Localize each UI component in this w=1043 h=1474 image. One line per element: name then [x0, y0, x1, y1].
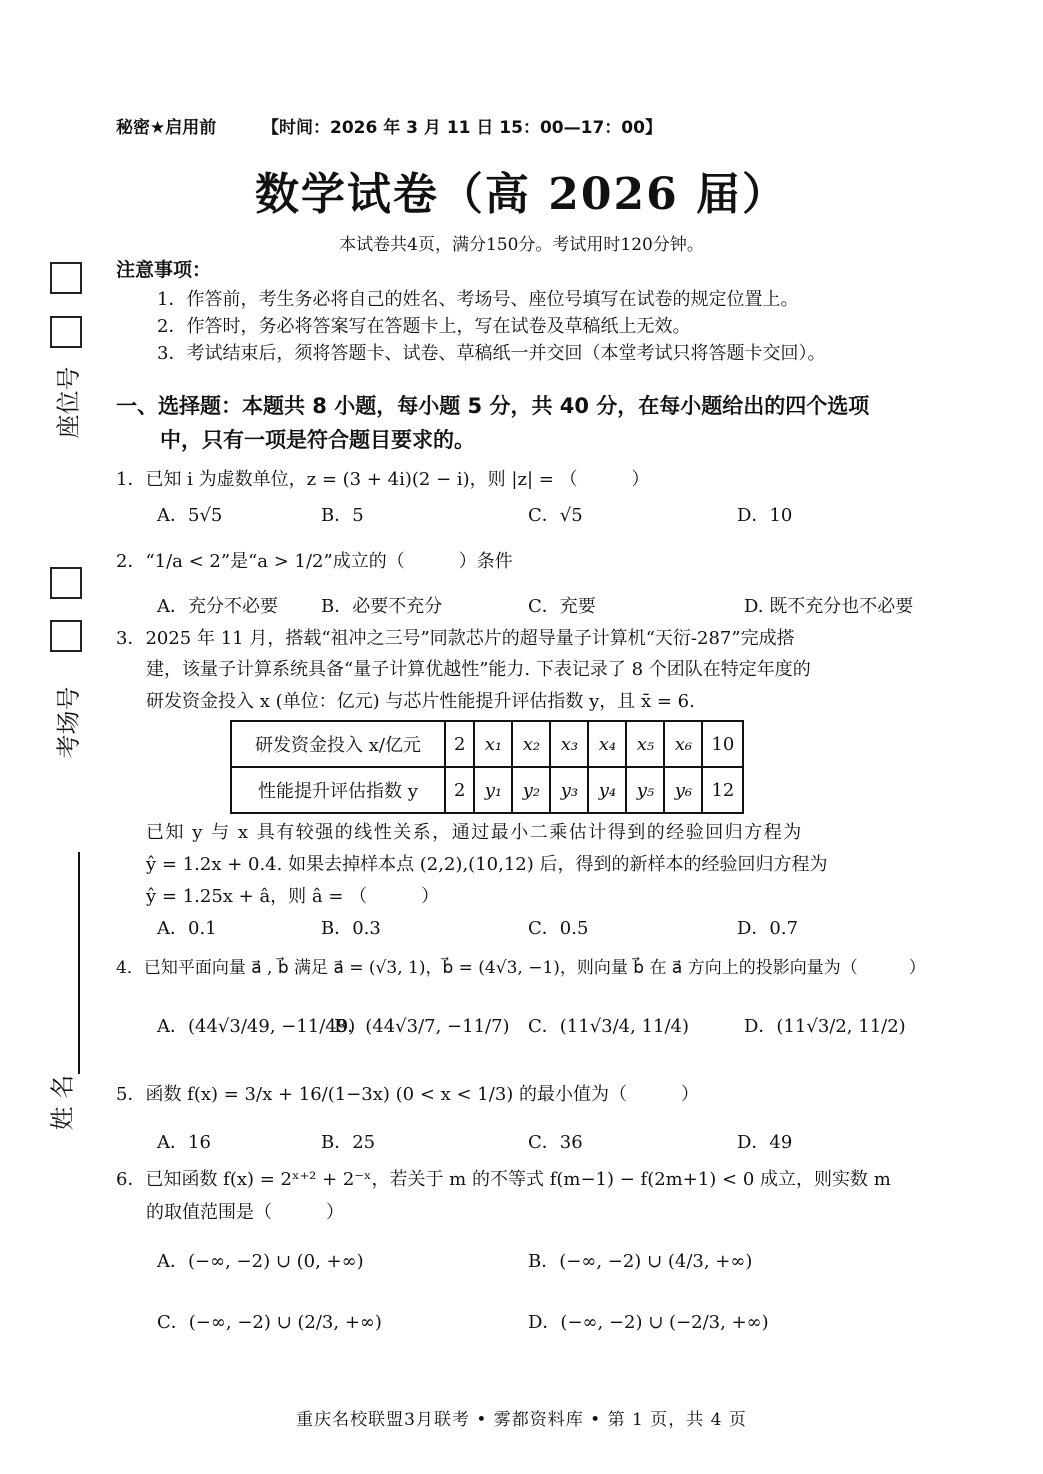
table-cell: y₂ [512, 767, 550, 813]
q3-line: 研发资金投入 x (单位：亿元) 与芯片性能提升评估指数 y，且 x̄ = 6. [146, 691, 695, 712]
table-cell: 研发资金投入 x/亿元 [231, 721, 445, 767]
q5-option-d: D．49 [737, 1132, 793, 1153]
q6-line: 的取值范围是（ ） [146, 1202, 344, 1223]
q4-stem: 4．已知平面向量 a⃗ , b⃗ 满足 a⃗ = (√3, 1)，b⃗ = (4√3, −1)，则向量 b⃗ 在 a⃗ 方向上的投影向量为（ ） [116, 958, 926, 978]
seat-number-label: 座位号 [54, 366, 83, 439]
page-footer: 重庆名校联盟3月联考 • 雾都资料库 • 第 1 页，共 4 页 [296, 1410, 747, 1430]
q6-option-b: B．(−∞, −2) ∪ (4/3, +∞) [528, 1251, 753, 1272]
table-cell: x₅ [626, 721, 664, 767]
q2-option-a: A．充分不必要 [157, 596, 278, 617]
q4-option-b: B．(44√3/7, −11/7) [334, 1016, 510, 1037]
q1-option-c: C．√5 [528, 505, 583, 526]
q5-option-a: A．16 [157, 1132, 211, 1153]
q3-line: 建，该量子计算系统具备“量子计算优越性”能力. 下表记录了 8 个团队在特定年度的 [146, 659, 811, 680]
q3-option-c: C．0.5 [528, 918, 589, 939]
table-cell: 10 [702, 721, 743, 767]
table-cell: y₁ [474, 767, 512, 813]
q3-option-d: D．0.7 [737, 918, 799, 939]
table-row [231, 721, 743, 767]
q1-option-b: B．5 [321, 505, 364, 526]
q3-option-b: B．0.3 [321, 918, 381, 939]
q6-line: 6．已知函数 f(x) = 2ˣ⁺² + 2⁻ˣ，若关于 m 的不等式 f(m−1) − f(2m+1) < 0 成立，则实数 m [116, 1169, 891, 1190]
q6-option-a: A．(−∞, −2) ∪ (0, +∞) [157, 1251, 364, 1272]
table-cell: y₄ [588, 767, 626, 813]
q2-option-d: D. 既不充分也不必要 [744, 596, 914, 617]
seat-box-2 [50, 316, 82, 348]
data-table [230, 720, 744, 814]
q5-option-c: C．36 [528, 1132, 583, 1153]
q3-line: ŷ = 1.2x + 0.4. 如果去掉样本点 (2,2),(10,12) 后，得到的新样本的经验回归方程为 [146, 854, 828, 875]
seat-box-1 [50, 262, 82, 294]
confidential-label: 秘密★启用前 [116, 118, 217, 138]
q2-option-c: C．充要 [528, 596, 596, 617]
q3-line: 已知 y 与 x 具有较强的线性关系，通过最小二乘估计得到的经验回归方程为 [146, 822, 803, 843]
table-cell: x₁ [474, 721, 512, 767]
q5-option-b: B．25 [321, 1132, 376, 1153]
exam-time: 【时间：2026 年 3 月 11 日 15：00—17：00】 [262, 118, 662, 138]
table-cell: y₅ [626, 767, 664, 813]
page-title: 数学试卷（高 2026 届） [254, 169, 789, 220]
q3-line: ŷ = 1.25x + â，则 â = （ ） [146, 886, 440, 907]
table-cell: x₂ [512, 721, 550, 767]
exam-room-label: 考场号 [54, 686, 83, 759]
q3-option-a: A．0.1 [157, 918, 217, 939]
table-cell: 性能提升评估指数 y [231, 767, 445, 813]
q5-stem: 5．函数 f(x) = 3/x + 16/(1−3x) (0 < x < 1/3) 的最小值为（ ） [116, 1084, 700, 1105]
exam-info: 本试卷共4页，满分150分。考试用时120分钟。 [339, 235, 704, 255]
table-row [231, 767, 743, 813]
table-cell: y₆ [664, 767, 702, 813]
q2-stem: 2．“1/a < 2”是“a > 1/2”成立的（ ）条件 [116, 551, 513, 572]
table-cell: 2 [445, 721, 474, 767]
table-cell: x₄ [588, 721, 626, 767]
section-heading: 一、选择题：本题共 8 小题，每小题 5 分，共 40 分，在每小题给出的四个选项 [116, 394, 870, 418]
q1-stem: 1．已知 i 为虚数单位，z = (3 + 4i)(2 − i)，则 |z| = （ ） [116, 469, 650, 490]
name-write-line [78, 852, 80, 1074]
q3-line: 3．2025 年 11 月，搭载“祖冲之三号”同款芯片的超导量子计算机“天衍-287”完成搭 [116, 628, 795, 649]
table-cell: y₃ [550, 767, 588, 813]
table-cell: x₃ [550, 721, 588, 767]
note-item: 3．考试结束后，须将答题卡、试卷、草稿纸一并交回（本堂考试只将答题卡交回）。 [157, 343, 826, 364]
q1-option-d: D．10 [737, 505, 793, 526]
q4-option-a: A．(44√3/49, −11/49) [157, 1016, 356, 1037]
q1-option-a: A．5√5 [157, 505, 223, 526]
q6-option-c: C．(−∞, −2) ∪ (2/3, +∞) [157, 1312, 382, 1333]
section-heading-cont: 中，只有一项是符合题目要求的。 [160, 428, 475, 452]
room-box-2 [50, 620, 82, 652]
note-item: 2．作答时，务必将答案写在答题卡上，写在试卷及草稿纸上无效。 [157, 316, 691, 337]
q6-option-d: D．(−∞, −2) ∪ (−2/3, +∞) [528, 1312, 769, 1333]
notes-heading: 注意事项： [116, 259, 212, 281]
table-cell: 12 [702, 767, 743, 813]
room-box-1 [50, 567, 82, 599]
table-cell: x₆ [664, 721, 702, 767]
note-item: 1．作答前，考生务必将自己的姓名、考场号、座位号填写在试卷的规定位置上。 [157, 289, 799, 310]
q4-option-d: D．(11√3/2, 11/2) [744, 1016, 906, 1037]
q2-option-b: B．必要不充分 [321, 596, 443, 617]
name-label: 姓 名 [48, 1074, 77, 1131]
q4-option-c: C．(11√3/4, 11/4) [528, 1016, 690, 1037]
table-cell: 2 [445, 767, 474, 813]
